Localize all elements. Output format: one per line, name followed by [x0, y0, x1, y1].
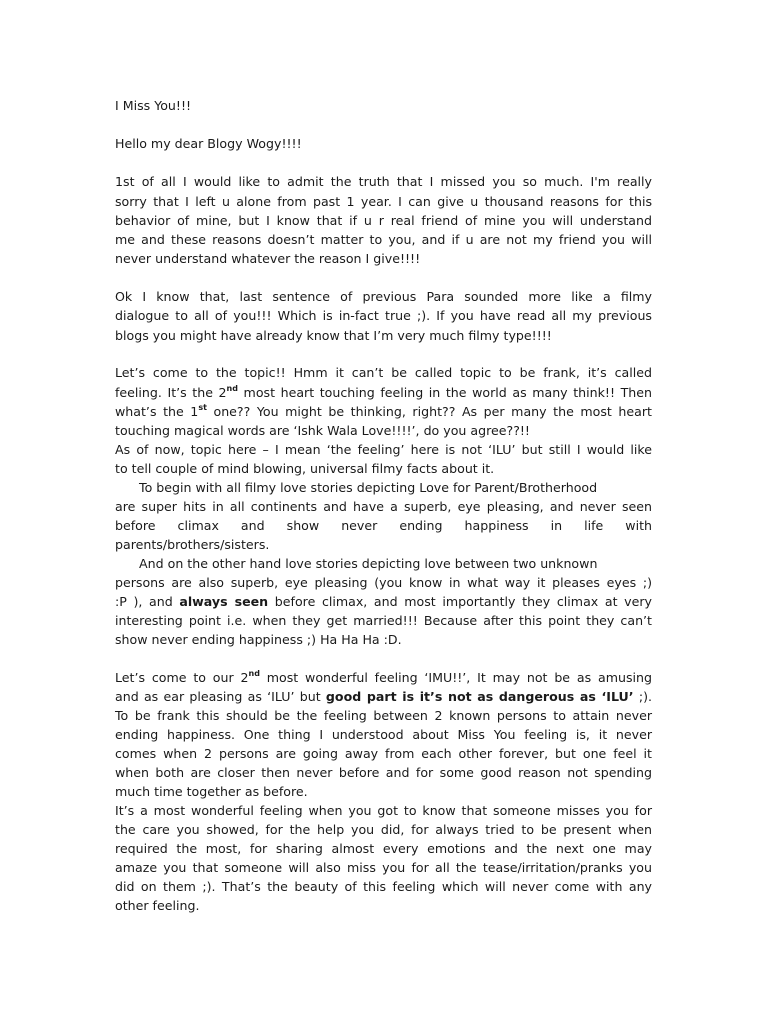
text-line: dialogue to all of you!!! Which is in-fact true ;). If you have read all my previous [115, 308, 652, 323]
text-line [115, 592, 652, 612]
greeting: Hello my dear Blogy Wogy!!!! [115, 136, 302, 151]
text-line: ending happiness. One thing I understood about Miss You feeling is, it never [115, 727, 652, 742]
text-line: required the most, for sharing almost every emotions and the next one may [115, 841, 652, 856]
text-run: and as ear pleasing as ‘ILU’ but [115, 689, 326, 704]
text-line [115, 383, 652, 403]
ordinal-suffix: nd [248, 669, 260, 678]
text-line: did on them ;). That’s the beauty of this feeling which will never come with any [115, 879, 652, 894]
text-line [115, 687, 652, 707]
text-line: To begin with all filmy love stories depicting Love for Parent/Brotherhood [115, 480, 598, 495]
text-line [115, 402, 652, 422]
bold-text: good part is it’s not as dangerous as ‘ILU’ [325, 689, 634, 704]
text-line: are super hits in all continents and have a superb, eye pleasing, and never seen [115, 499, 652, 514]
text-run: most wonderful feeling ‘IMU!!’, It may not be as amusing [259, 670, 652, 685]
bold-text: always seen [179, 594, 269, 609]
document-title: I Miss You!!! [115, 98, 192, 113]
text-run: one?? You might be thinking, right?? As per many the most heart [206, 404, 652, 419]
text-line: before climax and show never ending happiness in life with [115, 518, 652, 533]
text-line [115, 668, 652, 688]
text-line: touching magical words are ‘Ishk Wala Love!!!!’, do you agree??!! [115, 423, 530, 438]
text-line: And on the other hand love stories depicting love between two unknown [115, 556, 598, 571]
text-line: me and these reasons doesn’t matter to you, and if u are not my friend you will [115, 232, 652, 247]
text-run: Let’s come to our 2 [115, 670, 249, 685]
text-run: before climax, and most importantly they climax at very [268, 594, 652, 609]
text-line: It’s a most wonderful feeling when you got to know that someone misses you for [115, 803, 652, 818]
text-run: what’s the 1 [115, 404, 199, 419]
text-line: interesting point i.e. when they get married!!! Because after this point they can’t [115, 613, 652, 628]
text-line: Let’s come to the topic!! Hmm it can’t be called topic to be frank, it’s called [115, 365, 652, 380]
text-line: To be frank this should be the feeling between 2 known persons to attain never [115, 708, 652, 723]
text-line: show never ending happiness ;) Ha Ha Ha :D. [115, 632, 402, 647]
text-line: behavior of mine, but I know that if u r real friend of mine you will understand [115, 213, 652, 228]
text-line: parents/brothers/sisters. [115, 537, 270, 552]
text-line: much time together as before. [115, 784, 308, 799]
text-line: never understand whatever the reason I give!!!! [115, 251, 421, 266]
ordinal-suffix: nd [226, 384, 238, 393]
text-line: blogs you might have already know that I’m very much filmy type!!!! [115, 328, 552, 343]
text-line: As of now, topic here – I mean ‘the feeling’ here is not ‘ILU’ but still I would like [115, 442, 652, 457]
text-line: amaze you that someone will also miss you for all the tease/irritation/pranks you [115, 860, 652, 875]
text-line: Ok I know that, last sentence of previous Para sounded more like a filmy [115, 289, 652, 304]
text-run: feeling. It’s the 2 [115, 385, 227, 400]
text-line: comes when 2 persons are going away from each other forever, but one feel it [115, 746, 652, 761]
text-line: when both are closer then never before and for some good reason not spending [115, 765, 652, 780]
text-line: other feeling. [115, 898, 200, 913]
text-line: the care you showed, for the help you did, for always tried to be present when [115, 822, 652, 837]
text-line: to tell couple of mind blowing, universal filmy facts about it. [115, 461, 495, 476]
text-line: 1st of all I would like to admit the truth that I missed you so much. I'm really [115, 174, 652, 189]
text-run: most heart touching feeling in the world as many think!! Then [237, 385, 652, 400]
text-run: ;). [633, 689, 652, 704]
ordinal-suffix: st [198, 403, 207, 412]
text-line: sorry that I left u alone from past 1 year. I can give u thousand reasons for this [115, 194, 652, 209]
text-line: persons are also superb, eye pleasing (you know in what way it pleases eyes ;) [115, 575, 652, 590]
text-run: :P ), and [115, 594, 180, 609]
